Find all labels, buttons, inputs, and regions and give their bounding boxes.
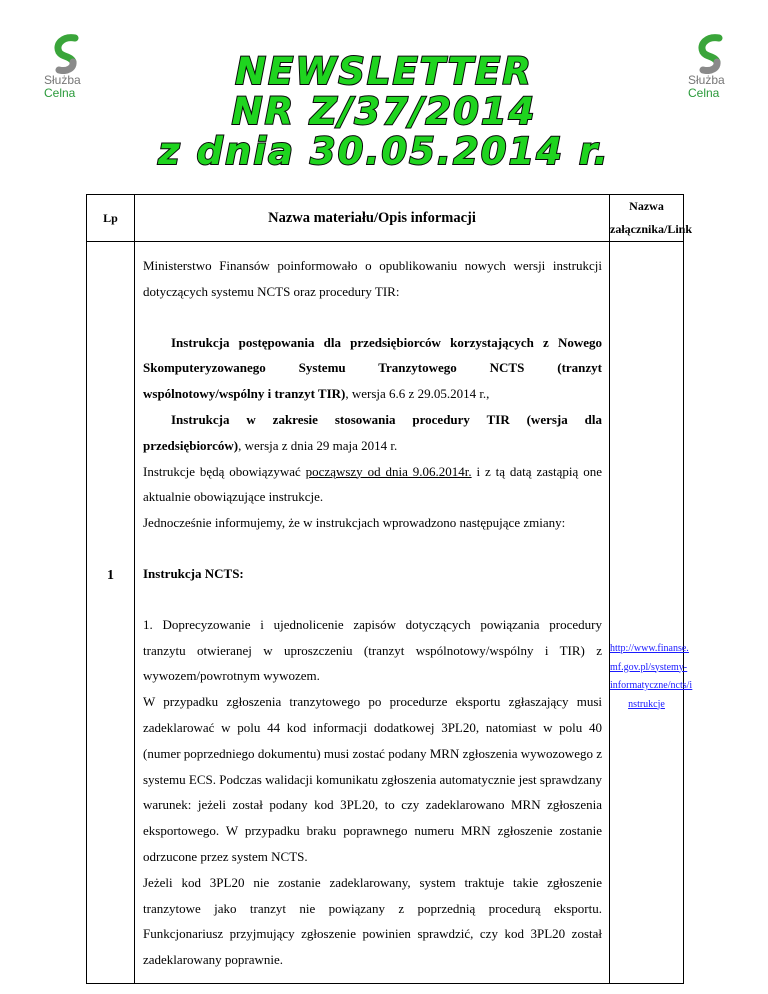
newsletter-title <box>100 52 668 172</box>
ncts-heading-text: Instrukcja NCTS: <box>143 565 244 581</box>
table-row <box>87 242 684 984</box>
table-header-row <box>87 195 684 242</box>
header-attachment-line1: Nazwa <box>629 199 664 213</box>
intro-paragraph: Ministerstwo Finansów poinformowało o opublikowaniu nowych wersji instrukcji dotyczących systemu NCTS oraz procedury TIR: <box>143 258 602 299</box>
validity-post: i z tą datą zastąpią one aktualnie obowiązujące instrukcje. <box>143 463 602 505</box>
sluzba-celna-logo-right <box>680 34 740 110</box>
ncts-heading <box>143 561 602 587</box>
row-description <box>135 242 610 984</box>
attachment-link-cell <box>610 242 693 984</box>
validity-paragraph <box>143 459 602 511</box>
link-part2[interactable]: mf.gov.pl/systemy- <box>610 661 688 673</box>
logo-line1: Służba <box>44 73 81 87</box>
item1-paragraph <box>143 330 602 407</box>
validity-pre: Instrukcje będą obowiązywać <box>143 463 306 479</box>
row-number-cell <box>87 242 135 984</box>
title-line1: NEWSLETTER <box>235 50 533 93</box>
validity-date: począwszy od dnia 9.06.2014r. <box>305 463 472 479</box>
point1-text: . Doprecyzowanie i ujednolicenie zapisów dotyczących powiązania procedury tranzytu otwieranej w uproszczeniu (tranzyt wspólnotowy/wspólny i TIR) z wywozem/powrotnym wywozem. <box>143 616 602 684</box>
attachment-link[interactable] <box>610 643 692 710</box>
title-line2: NR Z/37/2014 <box>231 90 537 133</box>
logo-caption <box>36 74 96 100</box>
logo-caption <box>680 74 740 100</box>
header-name: Nazwa materiału/Opis informacji <box>135 195 610 242</box>
point1-paragraph <box>143 612 602 689</box>
item2-paragraph <box>143 407 602 459</box>
item2-title: Instrukcja w zakresie stosowania procedury TIR (wersja dla przedsiębiorców) <box>143 411 602 453</box>
link-part4[interactable]: nstrukcje <box>628 698 665 710</box>
item1-title: Instrukcja postępowania dla przedsiębiorców korzystających z Nowego Skomputeryzowanego Systemu Tranzytowego NCTS (tranzyt wspólnotowy/wspólny i tranzyt TIR) <box>143 334 602 402</box>
link-part3[interactable]: informatyczne/ncts/i <box>610 680 693 691</box>
row-number: 1 <box>107 567 114 583</box>
sluzba-celna-logo-left <box>36 34 96 110</box>
item2-version: , wersja z dnia 29 maja 2014 r. <box>238 437 398 453</box>
point1-number: 1 <box>143 616 150 632</box>
logo-line1: Służba <box>688 73 725 87</box>
header-attachment <box>610 195 693 242</box>
export-paragraph: W przypadku zgłoszenia tranzytowego po procedurze eksportu zgłaszający musi zadeklarować w polu 44 kod informacji dodatkowej 3PL20, natomiast w polu 40 (numer poprzedniego dokumentu) musi zostać podany MRN zgłoszenia wywozowego z systemu ECS. Podczas walidacji komunikatu zgłoszenia automatycznie jest sprawdzany warunek: jeżeli został podany kod 3PL20, to czy zadeklarowano MRN zgłoszenia eksportowego. W przypadku braku poprawnego numeru MRN zgłoszenie zostanie odrzucone przez system NCTS. <box>143 694 602 864</box>
logo-line2: Celna <box>44 86 76 100</box>
newsletter-table <box>86 194 693 984</box>
header-attachment-line2: załącznika/Link <box>610 222 693 236</box>
header-lp: Lp <box>87 195 135 242</box>
sluzba-celna-emblem-icon <box>693 34 727 74</box>
logo-line2: Celna <box>688 86 720 100</box>
item1-version: , wersja 6.6 z 29.05.2014 r., <box>345 386 490 402</box>
changes-intro: Jednocześnie informujemy, że w instrukcjach wprowadzono następujące zmiany: <box>143 515 566 531</box>
code-paragraph: Jeżeli kod 3PL20 nie zostanie zadeklarowany, system traktuje takie zgłoszenie tranzytowe jako tranzyt nie powiązany z poprzednią procedurą eksportu. Funkcjonariusz przyjmujący zgłoszenie powinien sprawdzić, czy kod 3PL20 został zadeklarowany poprawnie. <box>143 874 602 968</box>
sluzba-celna-emblem-icon <box>49 34 83 74</box>
link-part1[interactable]: http://www.finanse. <box>610 643 689 654</box>
title-line3: z dnia 30.05.2014 r. <box>158 130 610 173</box>
